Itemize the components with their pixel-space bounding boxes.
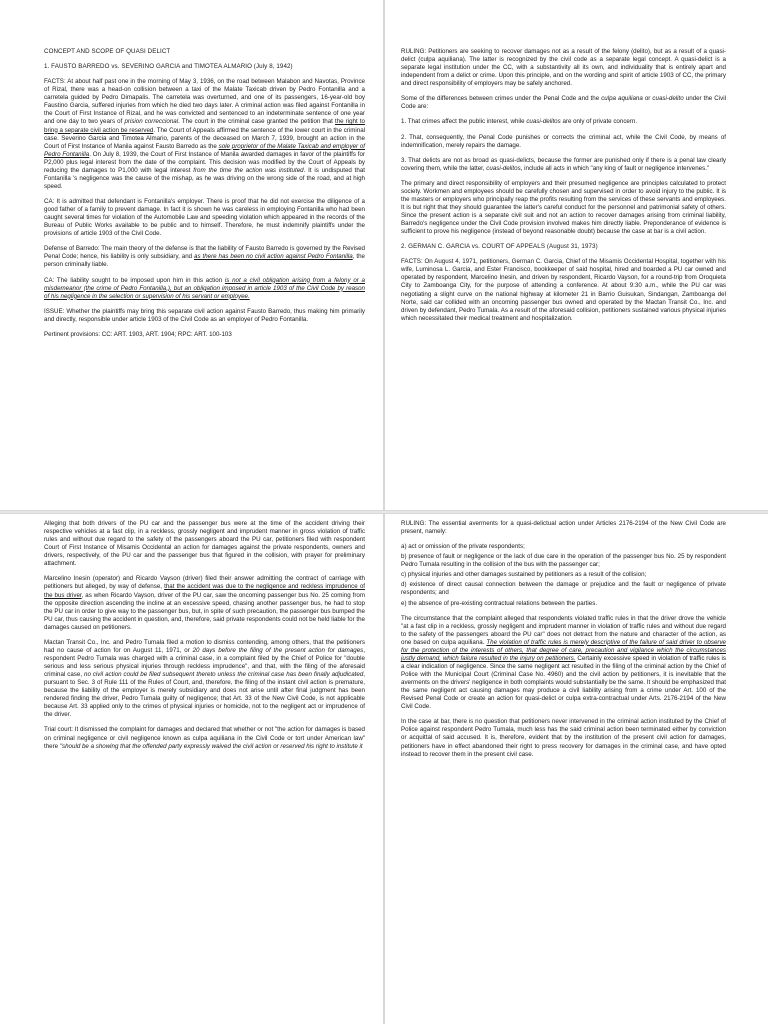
case-1-heading: 1. FAUSTO BARREDO vs. SEVERINO GARCIA and TIMOTEA ALMARIO (July 8, 1942) xyxy=(44,63,293,71)
marcelino-paragraph: Marcelino Inesin (operator) and Ricardo Vayson (driver) filed their answer admitting the contract of carriage with petitioners but alleged, by way of defense, that the accident was due to the negligence and reckless imprudence of the bus driver, as when Ricardo Vayson, driver of the PU car, saw the oncoming passenger bus No. 25 coming from the opposite direction ascending the incline at an excessive speed, chasing another passenger bus, he had to stop the PU car in order to give way to the passenger bus, but, in spite of such precaution, the passenger bus bumped the PU car, thus causing the accident in question, and, therefore, said private respondents could not be held liable for the damages caused on petitioners. xyxy=(44,575,366,631)
document-page-1 xyxy=(0,0,383,510)
ruling-paragraph-2: RULING: The essential averments for a quasi-delictual action under Articles 2176-2194 of the New Civil Code are present, namely: xyxy=(401,520,726,536)
case-2-heading: 2. GERMAN C. GARCIA vs. COURT OF APPEALS (August 31, 1973) xyxy=(401,243,598,251)
page-1-column xyxy=(44,48,365,346)
trial-court-paragraph: Trial court: It dismissed the complaint for damages and declared that whether or not "the action for damages is based on criminal negligence or civil negligence known as culpa aquiliana in the Civil Code or tort under American law" there "should be a showing that the offended party expressly waived the civil action or reserved his right to institute it xyxy=(44,726,365,750)
case-at-bar-paragraph: In the case at bar, there is no question that petitioners never intervened in the criminal action instituted by the Chief of Police against respondent Pedro Tumala, much less has the said criminal action been terminated either by conviction or acquittal of said accused. It is, therefore, evident that by the institution of the present civil action for damages, petitioners have in effect abandoned their right to press recovery for damages in the criminal case, and have opted instead to recover them in the present civil case. xyxy=(401,718,726,758)
primary-responsibility-paragraph: The primary and direct responsibility of employers and their presumed negligence are principles calculated to protect society. Workmen and employees should be carefully chosen and supervised in order to avoid injury to the public. It is the masters or employers who principally reap the profits resulting from the services of these servants and employees. It is but right that they should guarantee the latter's careful conduct for the personnel and patrimonial safety of others. Since the present action is a separate civil suit and not an action to recover damages arising from criminal liability, Barredo's negligence under the Civil Code provision involved makes him directly liable. Preponderance of evidence is sufficient to prove his negligence (instead of beyond reasonable doubt) because the case at bar is a civil action. xyxy=(401,179,726,236)
list-item: c) physical injuries and other damages sustained by petitioners as a result of the collision; xyxy=(401,571,647,579)
issue-paragraph: ISSUE: Whether the plaintiffs may bring this separate civil action against Fausto Barredo, thus making him primarily and directly, responsible under article 1903 of the Civil Code as an employer of Pedro Fontanilla. xyxy=(44,307,365,323)
mactan-paragraph: Mactan Transit Co., Inc. and Pedro Tumala filed a motion to dismiss contending, among others, that the petitioners had no cause of action for on August 11, 1971, or 20 days before the filing of the present action for damages, respondent Pedro Tumala was charged with a criminal case, in a complaint filed by the Chief of Police for "double serious and less serious physical injuries through reckless imprudence", and that, with the filing of the aforesaid criminal case, no civil action could be filed subsequent thereto unless the criminal case has been finally adjudicated, pursuant to Sec. 3 of Rule 111 of the Rules of Court, and, therefore, the filing of the instant civil action is premature, because the liability of the employer is merely subsidiary and does not arise until after final judgment has been rendered finding the driver, Pedro Tumala guilty of negligence; that Art. 33 of the New Civil Code, is not applicable because Art. 33 applied only to the crimes of physical injuries or homicide, not to the negligent act or imprudence of the driver. xyxy=(44,638,365,719)
defense-paragraph: Defense of Barredo: The main theory of the defense is that the liability of Fausto Barredo is governed by the Revised Penal Code; hence, his liability is only subsidiary, and as there has been no civil action against Pedro Fontanilla, the person criminally liable. xyxy=(44,245,365,269)
difference-1: 1. That crimes affect the public interest, while cuasi-delitos are only of private concern. xyxy=(401,118,638,126)
document-page-3 xyxy=(0,514,383,1024)
differences-intro: Some of the differences between crimes under the Penal Code and the culpa aquiliana or cuasi-delito under the Civil Code are: xyxy=(401,95,726,111)
facts-paragraph-2: FACTS: On August 4, 1971, petitioners, German C. Garcia, Chief of the Misamis Occidental Hospital, together with his wife, Luminosa L. Garcia, and Ester Francisco, bookkeeper of said hospital, hired and boarded a PU car owned and operated by respondent, Marcelino Inesin, and driven by respondent, Ricardo Vayson, for a round-trip from Oroquieta City to Zamboanga City, for the purpose of attending a conference. At about 9:30 a.m., while the PU car was negotiating a slight curve on the national highway at kilometer 21 in Barrio Guisukan, Sindangan, Zamboanga del Norte, said car collided with an oncoming passenger bus owned and operated by the Mactan Transit Co., Inc. and driven by defendant, Pedro Tumala. As a result of the aforesaid collision, petitioners sustained various physical injuries which necessitated their medical treatment and hospitalization. xyxy=(401,258,726,322)
ca-paragraph-2: CA: The liability sought to be imposed upon him in this action is not a civil obligation arising from a felony or a misdemeanor (the crime of Pedro Fontanilla,), but an obligation imposed in article 1903 of the Civil Code by reason of his negligence in the selection or supervision of his servant or employee. xyxy=(44,276,365,300)
list-item: e) the absence of pre-existing contractual relations between the parties. xyxy=(401,599,598,607)
circumstance-paragraph: The circumstance that the complaint alleged that respondents violated traffic rules in that the driver drove the vehicle "at a fast clip in a reckless, grossly negligent and imprudent manner in violation of traffic rules and without due regard to the safety of the passengers aboard the PU car" does not detract from the nature and character of the action, as one based on culpa aquiliana. The violation of traffic rules is merely descriptive of the failure of said driver to observe for the protection of the interests of others, that degree of care, precaution and vigilance which the circumstances justly demand, which failure resulted in the injury on petitioners. Certainly excessive speed in violation of traffic rules is a clear indication of negligence. Since the same negligent act resulted in the filing of the criminal action by the Chief of Police with the Municipal Court (Criminal Case No. 4960) and the civil action by petitioners, it is inevitable that the averments on the drivers' negligence in both complaints would substantially be the same. It should be emphasized that the same negligent act causing damages may produce a civil liability arising from a crime under Art. 100 of the Revised Penal Code or create an action for quasi-delict or culpa extra-contractual under Arts. 2176-2194 of the New Civil Code. xyxy=(401,614,726,711)
pertinent-provisions: Pertinent provisions: CC: ART. 1903, ART. 1904; RPC: ART. 100-103 xyxy=(44,330,232,338)
facts-paragraph: FACTS: At about half past one in the morning of May 3, 1936, on the road between Malabon and Navotas, Province of Rizal, there was a head-on collision between a taxi of the Malate Taxicab driven by Pedro Fontanilla and a carretela guided by Pedro Dimapalis. The carretela was overturned, and one of its passengers, 16-year-old boy Faustino Garcia, suffered injuries from which he died two days later. A criminal action was filed against Fontanilla in the Court of First Instance of Rizal, and he was convicted and sentenced to an indeterminate sentence of one year and one day to two years of prision correccional. The court in the criminal case granted the petition that the right to bring a separate civil action be reserved. The Court of Appeals affirmed the sentence of the lower court in the criminal case. Severino Garcia and Timotea Almario, parents of the deceased on March 7, 1939, brought an action in the Court of First Instance of Manila against Fausto Barredo as the sole proprietor of the Malate Taxicab and employer of Pedro Fontanilla. On July 8, 1939, the Court of First Instance of Manila awarded damages in favor of the plaintiffs for P2,000 plus legal interest from the date of the complaint. This decision was modified by the Court of Appeals by reducing the damages to P1,000 with legal interest from the time the action was instituted. It is undisputed that Fontanilla 's negligence was the cause of the mishap, as he was driving on the wrong side of the road, and at high speed. xyxy=(44,78,366,190)
ruling-paragraph-1: RULING: Petitioners are seeking to recover damages not as a result of the felony (delito), but as a result of a quasi-delict (culpa aquiliana). The latter is recognized by the civil code as a separate legal concept. A quasi-delict is a separate legal institution under the CC, with a substantivity all its own, and individuality that is entirely apart and independent from a delict or crime. Upon this principle, and on the wording and spirit of article 1903 of CC, the primary and direct responsibility of employers may be safely anchored. xyxy=(401,48,726,88)
page-2-column xyxy=(401,48,726,330)
difference-2: 2. That, consequently, the Penal Code punishes or corrects the criminal act, while the Civil Code, by means of indemnification, merely repairs the damage. xyxy=(401,133,726,149)
document-title: CONCEPT AND SCOPE OF QUASI DELICT xyxy=(44,48,171,55)
list-item: d) existence of direct causal connection between the damage or prejudice and the fault or negligence of private respondents; and xyxy=(401,581,726,597)
ca-paragraph-1: CA: It is admitted that defendant is Fontanilla's employer. There is proof that he did not exercise the diligence of a good father of a family to prevent damage. In fact it is shown he was careless in employing Fontanilla who had been caught several times for violation of the Automobile Law and speeding violation which appeared in the records of the Bureau of Public Works available to be public and to himself. Therefore, he must indemnify plaintiffs under the provisions of article 1903 of the Civil Code. xyxy=(44,198,365,238)
list-item: b) presence of fault or negligence or the lack of due care in the operation of the passenger bus No. 25 by respondent Pedro Tumala resulting in the collision of the bus with the passenger car; xyxy=(401,553,726,569)
document-page-4 xyxy=(385,514,768,1024)
elements-list xyxy=(401,543,726,607)
difference-3: 3. That delicts are not as broad as quasi-delicts, because the former are punished only if there is a penal law clearly covering them, while the latter, cuasi-delitos, include all acts in which "any king of fault or negligence intervenes." xyxy=(401,156,726,172)
page-3-column xyxy=(44,520,365,758)
page-4-column xyxy=(401,520,726,766)
document-page-2 xyxy=(385,0,768,510)
list-item: a) act or omission of the private respondents; xyxy=(401,543,525,551)
alleging-paragraph: Alleging that both drivers of the PU car and the passenger bus were at the time of the accident driving their respective vehicles at a fast clip, in a reckless, grossly negligent and imprudent manner in gross violation of traffic rules and without due regard to the safety of the passengers aboard the PU car, petitioners filed with respondent Court of First Instance of Misamis Occidental an action for damages against the private respondents, owners and drivers, respectively, of the PU car and the passenger bus that figured in the collision, with prayer for preliminary attachment. xyxy=(44,520,365,568)
